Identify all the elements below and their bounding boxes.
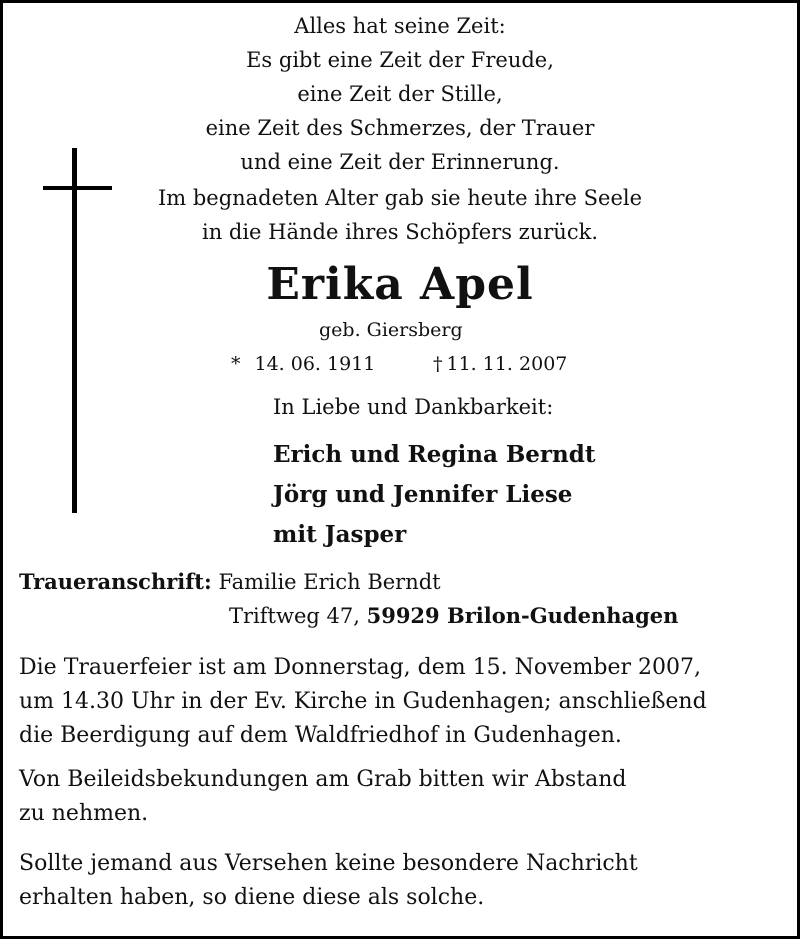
- request-line-1: Von Beileidsbekundungen am Grab bitten wir Abstand: [19, 767, 627, 792]
- death-date-row: [433, 353, 797, 375]
- service-line-3: die Beerdigung auf dem Waldfriedhof in Gudenhagen.: [19, 723, 622, 748]
- maiden-name: geb. Giersberg: [319, 319, 463, 341]
- address-row-1: [19, 569, 797, 594]
- deceased-name: Erika Apel: [266, 259, 534, 310]
- star-icon: *: [231, 353, 241, 375]
- poem-line-3: eine Zeit der Stille,: [297, 82, 503, 106]
- address-row-2: [229, 603, 797, 628]
- poem-line-4: eine Zeit des Schmerzes, der Trauer: [205, 116, 595, 140]
- address-label: Traueranschrift:: [19, 569, 212, 594]
- mourners-intro: In Liebe und Dankbarkeit:: [273, 395, 554, 419]
- birth-date: 14. 06. 1911: [254, 353, 376, 375]
- death-date: 11. 11. 2007: [446, 353, 568, 375]
- intro-line-2: in die Hände ihres Schöpfers zurück.: [201, 220, 598, 244]
- intro-line-1: Im begnadeten Alter gab sie heute ihre Seele: [157, 186, 643, 210]
- address-city: 59929 Brilon-Gudenhagen: [366, 603, 679, 628]
- service-line-2: um 14.30 Uhr in der Ev. Kirche in Gudenhagen; anschließend: [19, 689, 707, 714]
- request-line-2: zu nehmen.: [19, 801, 149, 826]
- notice-line-1: Sollte jemand aus Versehen keine besondere Nachricht: [19, 851, 638, 876]
- poem-line-2: Es gibt eine Zeit der Freude,: [246, 48, 554, 72]
- mourner-2: Jörg und Jennifer Liese: [273, 481, 573, 508]
- service-line-1: Die Trauerfeier ist am Donnerstag, dem 15. November 2007,: [19, 655, 701, 680]
- notice-line-2: erhalten haben, so diene diese als solche.: [19, 885, 485, 910]
- address-street: Triftweg 47,: [229, 604, 360, 628]
- address-line-1: Familie Erich Berndt: [218, 570, 441, 594]
- dagger-icon: †: [433, 353, 443, 375]
- mourner-1: Erich und Regina Berndt: [273, 441, 596, 468]
- poem-line-1: Alles hat seine Zeit:: [294, 14, 506, 38]
- mourner-3: mit Jasper: [273, 521, 407, 548]
- poem-line-5: und eine Zeit der Erinnerung.: [240, 150, 560, 174]
